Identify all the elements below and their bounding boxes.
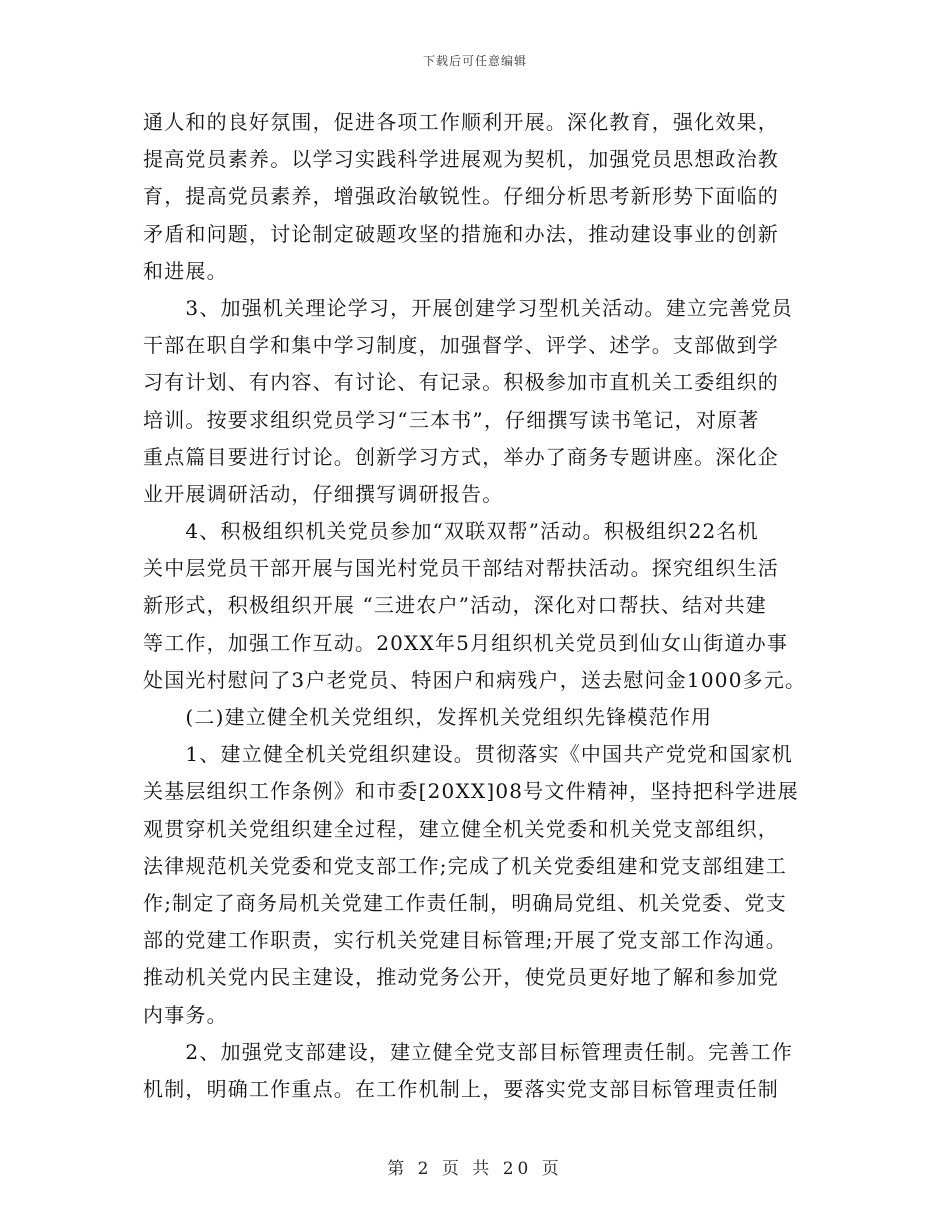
text-line: 关中层党员干部开展与国光村党员干部结对帮扶活动。探究组织生活 <box>143 556 779 581</box>
page-header: 下载后可任意编辑 <box>422 54 527 68</box>
text-line: 等工作，加强工作互动。20XX年5月组织机关党员到仙女山街道办事 <box>143 630 789 655</box>
text-line: 4、积极组织机关党员参加“双联双帮”活动。积极组织22名机 <box>143 519 759 544</box>
text-line: 内事务。 <box>143 1002 228 1027</box>
text-line: 作;制定了商务局机关党建工作责任制，明确局党组、机关党委、党支 <box>143 890 787 915</box>
text-line: 机制，明确工作重点。在工作机制上，要落实党支部目标管理责任制 <box>143 1076 779 1101</box>
text-line: 干部在职自学和集中学习制度，加强督学、评学、述学。支部做到学 <box>143 333 779 358</box>
text-line: 矛盾和问题，讨论制定破题攻坚的措施和办法，推动建设事业的创新 <box>143 221 779 246</box>
text-line: 部的党建工作职责，实行机关党建目标管理;开展了党支部工作沟通。 <box>143 928 787 953</box>
text-line: 业开展调研活动，仔细撰写调研报告。 <box>143 481 504 506</box>
text-line: 关基层组织工作条例》和市委[20XX]08号文件精神，坚持把科学进展 <box>143 779 799 804</box>
page-footer: 第 2 页 共 20 页 <box>387 1159 563 1179</box>
text-line: 2、加强党支部建设，建立健全党支部目标管理责任制。完善工作 <box>143 1039 793 1064</box>
text-line: 法律规范机关党委和党支部工作;完成了机关党委组建和党支部组建工 <box>143 853 787 878</box>
text-line: 习有计划、有内容、有讨论、有记录。积极参加市直机关工委组织的 <box>143 370 779 395</box>
text-line: 处国光村慰问了3户老党员、特困户和病残户，送去慰问金1000多元。 <box>143 667 807 692</box>
text-line: 1、建立健全机关党组织建设。贯彻落实《中国共产党党和国家机 <box>143 742 793 767</box>
text-line: 重点篇目要进行讨论。创新学习方式，举办了商务专题讲座。深化企 <box>143 444 779 469</box>
text-line: 育，提高党员素养，增强政治敏锐性。仔细分析思考新形势下面临的 <box>143 184 779 209</box>
text-line: 观贯穿机关党组织建全过程，建立健全机关党委和机关党支部组织， <box>143 816 779 841</box>
text-line: 3、加强机关理论学习，开展创建学习型机关活动。建立完善党员 <box>143 295 793 320</box>
text-line: 和进展。 <box>143 258 228 283</box>
document-body <box>143 104 808 1108</box>
text-line: 提高党员素养。以学习实践科学进展观为契机，加强党员思想政治教 <box>143 147 779 172</box>
text-line: (二)建立健全机关党组织，发挥机关党组织先锋模范作用 <box>143 705 713 729</box>
text-line: 新形式，积极组织开展 “三进农户”活动，深化对口帮扶、结对共建 <box>143 593 768 618</box>
text-line: 培训。按要求组织党员学习“三本书”，仔细撰写读书笔记，对原著 <box>143 407 760 432</box>
text-line: 通人和的良好氛围，促进各项工作顺利开展。深化教育，强化效果， <box>143 110 779 134</box>
text-line: 推动机关党内民主建设，推动党务公开，使党员更好地了解和参加党 <box>143 965 779 990</box>
